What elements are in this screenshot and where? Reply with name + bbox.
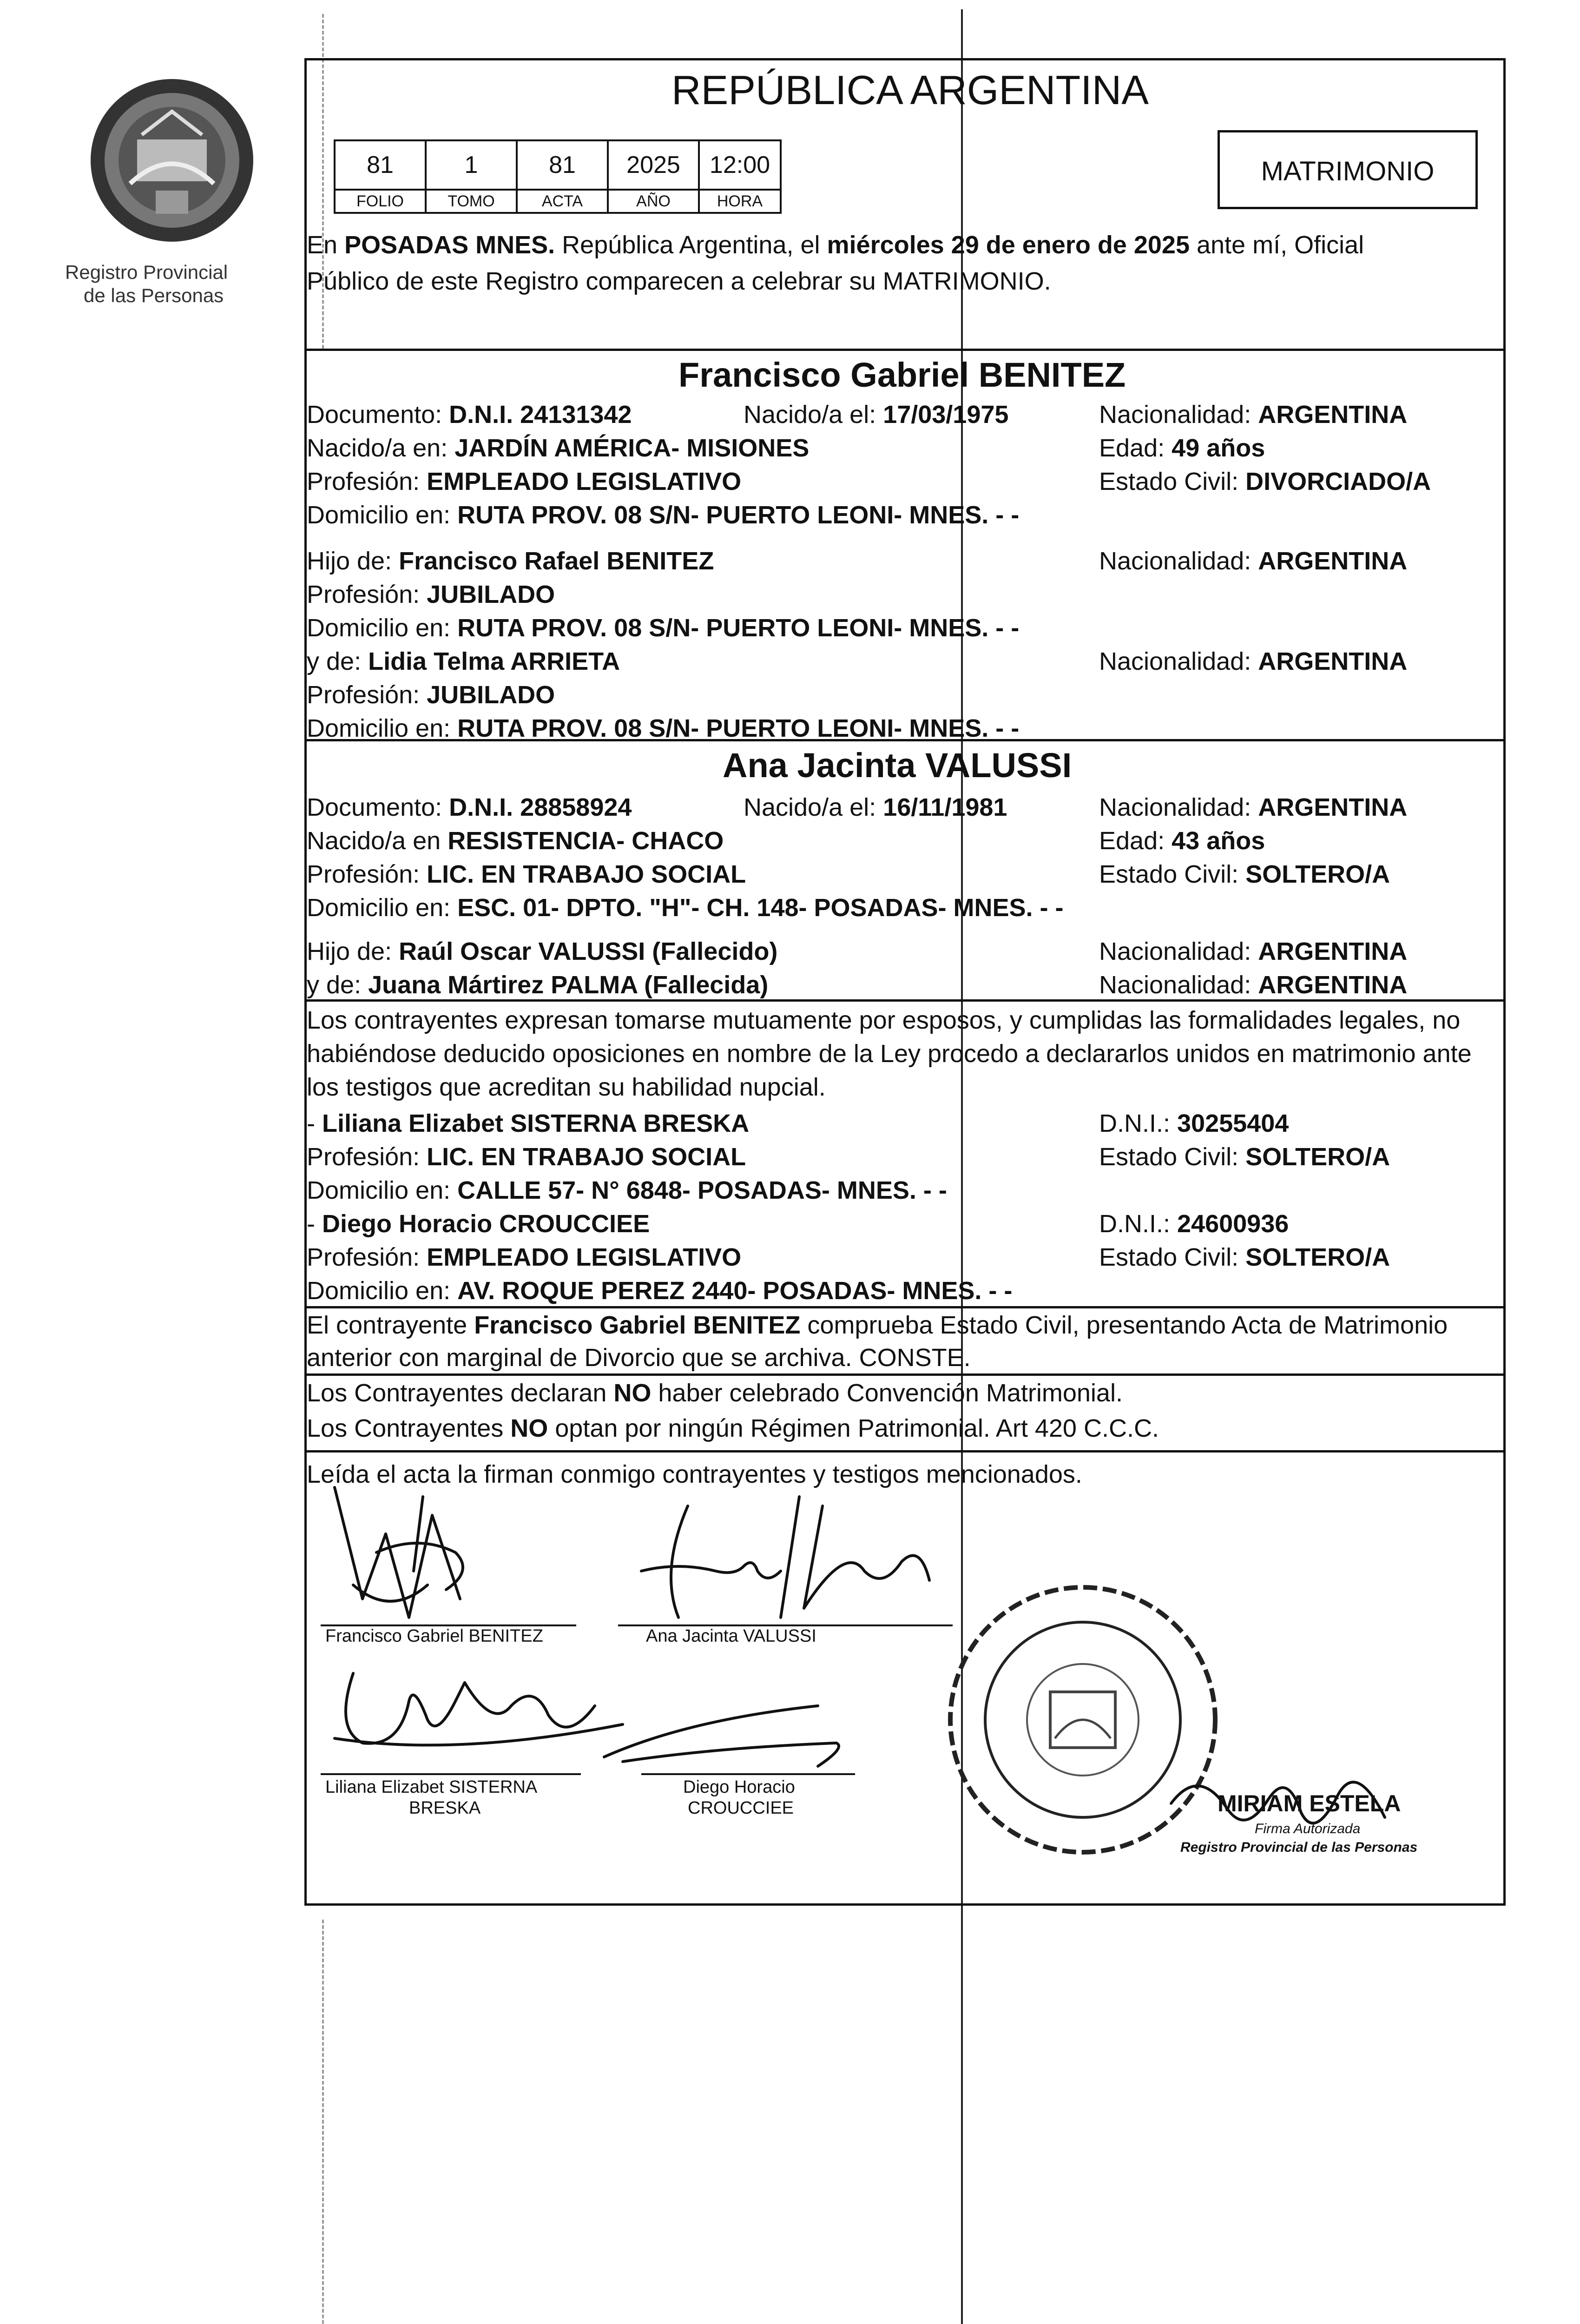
bride-signature [604, 1478, 967, 1645]
bride-father: Hijo de: Raúl Oscar VALUSSI (Fallecido) [307, 938, 778, 965]
witness-2-dni: D.N.I.: 24600936 [1099, 1210, 1289, 1238]
witness-1-signature-line [321, 1773, 581, 1775]
witness-2-civil-status: Estado Civil: SOLTERO/A [1099, 1243, 1390, 1271]
groom-mother-nationality: Nacionalidad: ARGENTINA [1099, 647, 1408, 675]
groom-age: Edad: 49 años [1099, 434, 1265, 462]
closing-statement: Leída el acta la firman conmigo contrayentes y testigos mencionados. [307, 1460, 1082, 1488]
groom-signature-name: Francisco Gabriel BENITEZ [325, 1626, 543, 1646]
witness-2-name: - Diego Horacio CROUCCIEE [307, 1210, 650, 1238]
witness-2-profession: Profesión: EMPLEADO LEGISLATIVO [307, 1243, 742, 1271]
divider [304, 1373, 1506, 1376]
margin-dash-line [322, 1920, 324, 2324]
witness-1-signature [316, 1655, 641, 1776]
groom-father-nationality: Nacionalidad: ARGENTINA [1099, 547, 1408, 575]
hour-value: 12:00 [698, 139, 782, 191]
bride-name: Ana Jacinta VALUSSI [723, 746, 1072, 785]
regime-statement: Los Contrayentes NO optan por ningún Régimen Patrimonial. Art 420 C.C.C. [307, 1414, 1159, 1442]
bride-nationality: Nacionalidad: ARGENTINA [1099, 793, 1408, 821]
witness-2-signature-name: CROUCCIEE [688, 1798, 794, 1818]
groom-civil-status: Estado Civil: DIVORCIADO/A [1099, 468, 1431, 495]
witness-1-address: Domicilio en: CALLE 57- N° 6848- POSADAS- MNES. - - [307, 1176, 947, 1204]
country-title: REPÚBLICA ARGENTINA [672, 67, 1149, 113]
divider [304, 1306, 1506, 1308]
groom-father: Hijo de: Francisco Rafael BENITEZ [307, 547, 714, 575]
divider [304, 1450, 1506, 1452]
bride-age: Edad: 43 años [1099, 827, 1265, 855]
hour-label: HORA [698, 189, 782, 214]
witness-1-civil-status: Estado Civil: SOLTERO/A [1099, 1143, 1390, 1171]
civil-status-note-line-2: anterior con marginal de Divorcio que se archiva. CONSTE. [307, 1344, 971, 1372]
witness-1-signature-name: Liliana Elizabet SISTERNA [325, 1777, 538, 1797]
groom-mother-address: Domicilio en: RUTA PROV. 08 S/N- PUERTO LEONI- MNES. - - [307, 714, 1020, 742]
groom-name: Francisco Gabriel BENITEZ [678, 356, 1126, 394]
groom-mother-profession: Profesión: JUBILADO [307, 681, 555, 709]
bride-civil-status: Estado Civil: SOLTERO/A [1099, 860, 1390, 888]
year-label: AÑO [607, 189, 700, 214]
witness-2-signature [595, 1692, 855, 1776]
groom-profession: Profesión: EMPLEADO LEGISLATIVO [307, 468, 742, 495]
groom-birthplace: Nacido/a en: JARDÍN AMÉRICA- MISIONES [307, 434, 810, 462]
bride-mother-nationality: Nacionalidad: ARGENTINA [1099, 971, 1408, 999]
acta-label: ACTA [516, 189, 609, 214]
seal-caption: de las Personas [84, 284, 224, 306]
record-type-box [1218, 130, 1478, 209]
folio-label: FOLIO [334, 189, 427, 214]
witness-2-address: Domicilio en: AV. ROQUE PEREZ 2440- POSADAS- MNES. - - [307, 1277, 1013, 1305]
bride-document: Documento: D.N.I. 28858924 [307, 793, 632, 821]
officer-title: Firma Autorizada [1255, 1821, 1361, 1836]
acta-value: 81 [516, 139, 609, 191]
witness-2-signature-name: Diego Horacio [683, 1777, 795, 1797]
convention-statement: Los Contrayentes declaran NO haber celebrado Convención Matrimonial. [307, 1379, 1123, 1407]
bride-birthdate: Nacido/a el: 16/11/1981 [744, 793, 1007, 821]
intro-line-2: Público de este Registro comparecen a celebrar su MATRIMONIO. [307, 267, 1051, 295]
folio-value: 81 [334, 139, 427, 191]
bride-address: Domicilio en: ESC. 01- DPTO. "H"- CH. 148- POSADAS- MNES. - - [307, 894, 1064, 922]
witness-2-signature-line [641, 1773, 855, 1775]
year-value: 2025 [607, 139, 700, 191]
officer-name: MIRIAM ESTELA [1218, 1790, 1401, 1816]
groom-mother: y de: Lidia Telma ARRIETA [307, 647, 620, 675]
bride-birthplace: Nacido/a en RESISTENCIA- CHACO [307, 827, 724, 855]
witness-1-signature-name: BRESKA [409, 1798, 481, 1818]
declaration-line-2: habiéndose deducido oposiciones en nombre de la Ley procedo a declararlos unidos en matrimonio ante [307, 1040, 1472, 1068]
intro-line-1: En POSADAS MNES. República Argentina, el miércoles 29 de enero de 2025 ante mí, Oficial [307, 231, 1364, 259]
bride-father-nationality: Nacionalidad: ARGENTINA [1099, 938, 1408, 965]
groom-father-address: Domicilio en: RUTA PROV. 08 S/N- PUERTO LEONI- MNES. - - [307, 614, 1020, 642]
declaration-line-1: Los contrayentes expresan tomarse mutuamente por esposos, y cumplidas las formalidades legales, no [307, 1006, 1461, 1034]
divider [304, 349, 1506, 351]
groom-birthdate: Nacido/a el: 17/03/1975 [744, 401, 1009, 429]
divider [304, 999, 1506, 1002]
declaration-line-3: los testigos que acreditan su habilidad nupcial. [307, 1073, 826, 1101]
groom-father-profession: Profesión: JUBILADO [307, 581, 555, 608]
witness-1-profession: Profesión: LIC. EN TRABAJO SOCIAL [307, 1143, 746, 1171]
bride-mother: y de: Juana Mártirez PALMA (Fallecida) [307, 971, 769, 999]
groom-signature [307, 1478, 586, 1636]
witness-1-dni: D.N.I.: 30255404 [1099, 1109, 1289, 1137]
groom-address: Domicilio en: RUTA PROV. 08 S/N- PUERTO LEONI- MNES. - - [307, 501, 1020, 529]
tomo-label: TOMO [425, 189, 518, 214]
tomo-value: 1 [425, 139, 518, 191]
bride-profession: Profesión: LIC. EN TRABAJO SOCIAL [307, 860, 746, 888]
seal-caption: Registro Provincial [65, 261, 228, 283]
groom-document: Documento: D.N.I. 24131342 [307, 401, 632, 429]
record-type: MATRIMONIO [1261, 156, 1435, 186]
provincial-seal [86, 74, 258, 251]
officer-office: Registro Provincial de las Personas [1180, 1840, 1418, 1855]
bride-signature-name: Ana Jacinta VALUSSI [646, 1626, 816, 1646]
witness-1-name: - Liliana Elizabet SISTERNA BRESKA [307, 1109, 750, 1137]
civil-status-note-line-1: El contrayente Francisco Gabriel BENITEZ comprueba Estado Civil, presentando Acta de Matrimonio [307, 1311, 1448, 1339]
groom-nationality: Nacionalidad: ARGENTINA [1099, 401, 1408, 429]
